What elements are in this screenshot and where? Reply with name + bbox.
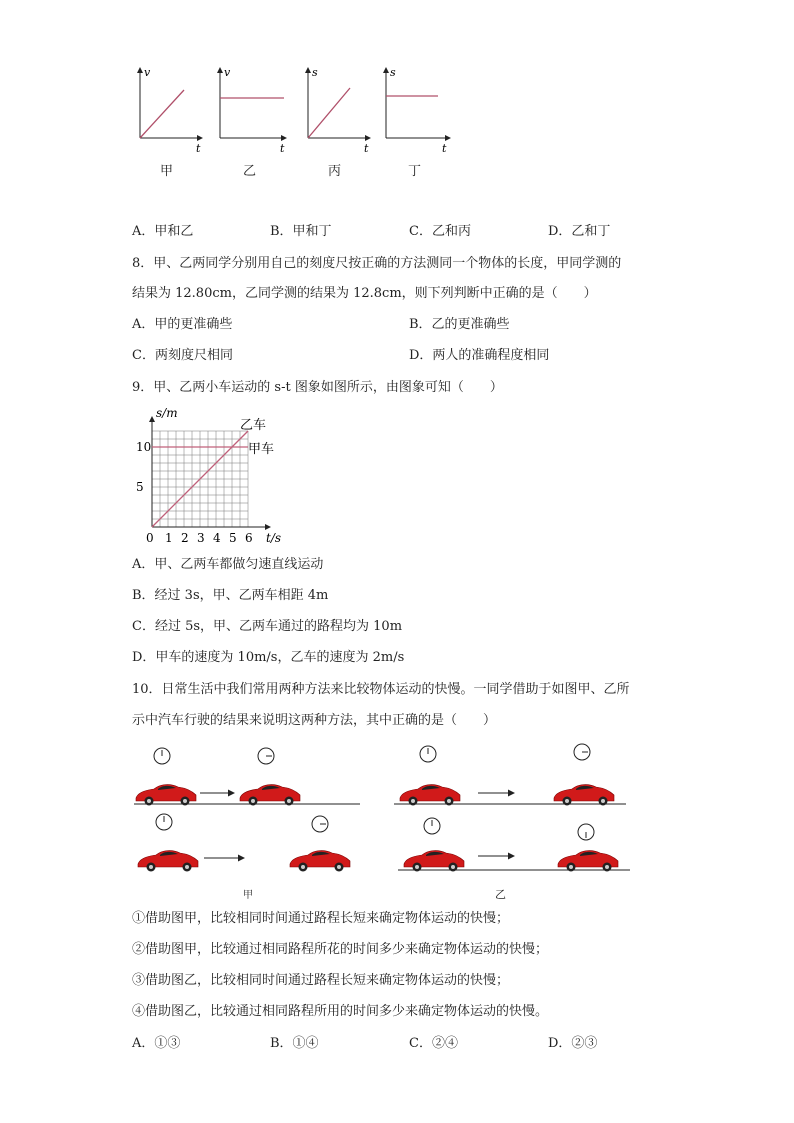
fig-caption-jia: 甲	[243, 890, 253, 901]
q8-option-c[interactable]: C．两刻度尺相同	[132, 348, 233, 363]
q8-stem-line1: 8．甲、乙两同学分别用自己的刻度尺按正确的方法测同一个物体的长度，甲同学测的	[132, 256, 622, 271]
q10-statement-3: ③借助图乙，比较相同时间通过路程长短来确定物体运动的快慢；	[132, 973, 510, 988]
graph-ding-xlabel: t	[442, 142, 447, 155]
graph-ding	[386, 66, 450, 155]
q8-option-b[interactable]: B．乙的更准确些	[409, 317, 510, 332]
graph-caption-ding: 丁	[408, 164, 422, 179]
graph-jia-xlabel: t	[196, 142, 201, 155]
q9-option-a[interactable]: A．甲、乙两车都做匀速直线运动	[132, 557, 324, 572]
series-label-0: 乙车	[240, 418, 267, 433]
x-axis-label: t/s	[266, 531, 282, 545]
q7-option-b[interactable]: B．甲和丁	[270, 224, 332, 239]
graph-jia-ylabel: v	[144, 66, 151, 79]
q8-option-d[interactable]: D．两人的准确程度相同	[409, 348, 550, 363]
q10-option-a[interactable]: A．①③	[132, 1036, 181, 1051]
q9-st-chart	[130, 403, 300, 549]
graph-yi-ylabel: v	[224, 66, 231, 79]
graph-bing	[308, 66, 370, 155]
q9-option-d[interactable]: D．甲车的速度为 10m/s，乙车的速度为 2m/s	[132, 650, 405, 665]
y-axis-label: s/m	[156, 406, 178, 420]
x-tick-label: 0	[146, 531, 154, 545]
q8-option-a[interactable]: A．甲的更准确些	[132, 317, 233, 332]
q9-option-c[interactable]: C．经过 5s，甲、乙两车通过的路程均为 10m	[132, 619, 403, 634]
y-tick-label: 10	[136, 440, 152, 454]
q10-option-c[interactable]: C．②④	[409, 1036, 458, 1051]
q10-stem-line2: 示中汽车行驶的结果来说明这两种方法，其中正确的是（ ）	[132, 713, 497, 728]
q9-option-b[interactable]: B．经过 3s，甲、乙两车相距 4m	[132, 588, 329, 603]
q7-option-d[interactable]: D．乙和丁	[548, 224, 611, 239]
graph-yi-xlabel: t	[280, 142, 285, 155]
x-tick-label: 1	[165, 531, 173, 545]
q10-statement-4: ④借助图乙，比较通过相同路程所用的时间多少来确定物体运动的快慢。	[132, 1004, 549, 1019]
series-label-1: 甲车	[248, 442, 275, 457]
q10-option-b[interactable]: B．①④	[270, 1036, 319, 1051]
q10-stem-line1: 10．日常生活中我们常用两种方法来比较物体运动的快慢。一同学借助于如图甲、乙所	[132, 682, 630, 697]
graph-bing-ylabel: s	[312, 66, 318, 79]
q7-option-c[interactable]: C．乙和丙	[409, 224, 471, 239]
fig-yi-row1	[394, 744, 626, 806]
q7-option-a[interactable]: A．甲和乙	[132, 224, 194, 239]
q7-mini-graphs	[120, 60, 460, 160]
graph-caption-yi: 乙	[243, 164, 257, 179]
x-tick-label: 6	[245, 531, 253, 545]
q10-car-figure	[130, 738, 640, 888]
fig-caption-yi: 乙	[495, 888, 506, 901]
x-tick-label: 4	[213, 531, 221, 545]
q10-statement-2: ②借助图甲，比较通过相同路程所花的时间多少来确定物体运动的快慢；	[132, 942, 549, 957]
graph-jia	[140, 66, 202, 155]
graph-bing-xlabel: t	[364, 142, 369, 155]
fig-yi-row2	[398, 818, 630, 872]
q10-statement-1: ①借助图甲，比较相同时间通过路程长短来确定物体运动的快慢；	[132, 911, 510, 926]
fig-jia-row1	[134, 748, 360, 806]
x-tick-label: 2	[181, 531, 189, 545]
graph-caption-bing: 丙	[328, 164, 342, 179]
q8-stem-line2: 结果为 12.80cm，乙同学测的结果为 12.8cm，则下列判断中正确的是（ ）	[132, 286, 597, 301]
x-tick-label: 5	[229, 531, 237, 545]
fig-jia-row2	[138, 814, 350, 872]
x-tick-label: 3	[197, 531, 205, 545]
y-tick-label: 5	[136, 480, 144, 494]
graph-ding-ylabel: s	[390, 66, 396, 79]
q9-stem: 9．甲、乙两小车运动的 s-t 图象如图所示，由图象可知（ ）	[132, 380, 503, 395]
graph-caption-jia: 甲	[160, 164, 174, 179]
q10-option-d[interactable]: D．②③	[548, 1036, 598, 1051]
graph-yi	[220, 66, 286, 155]
